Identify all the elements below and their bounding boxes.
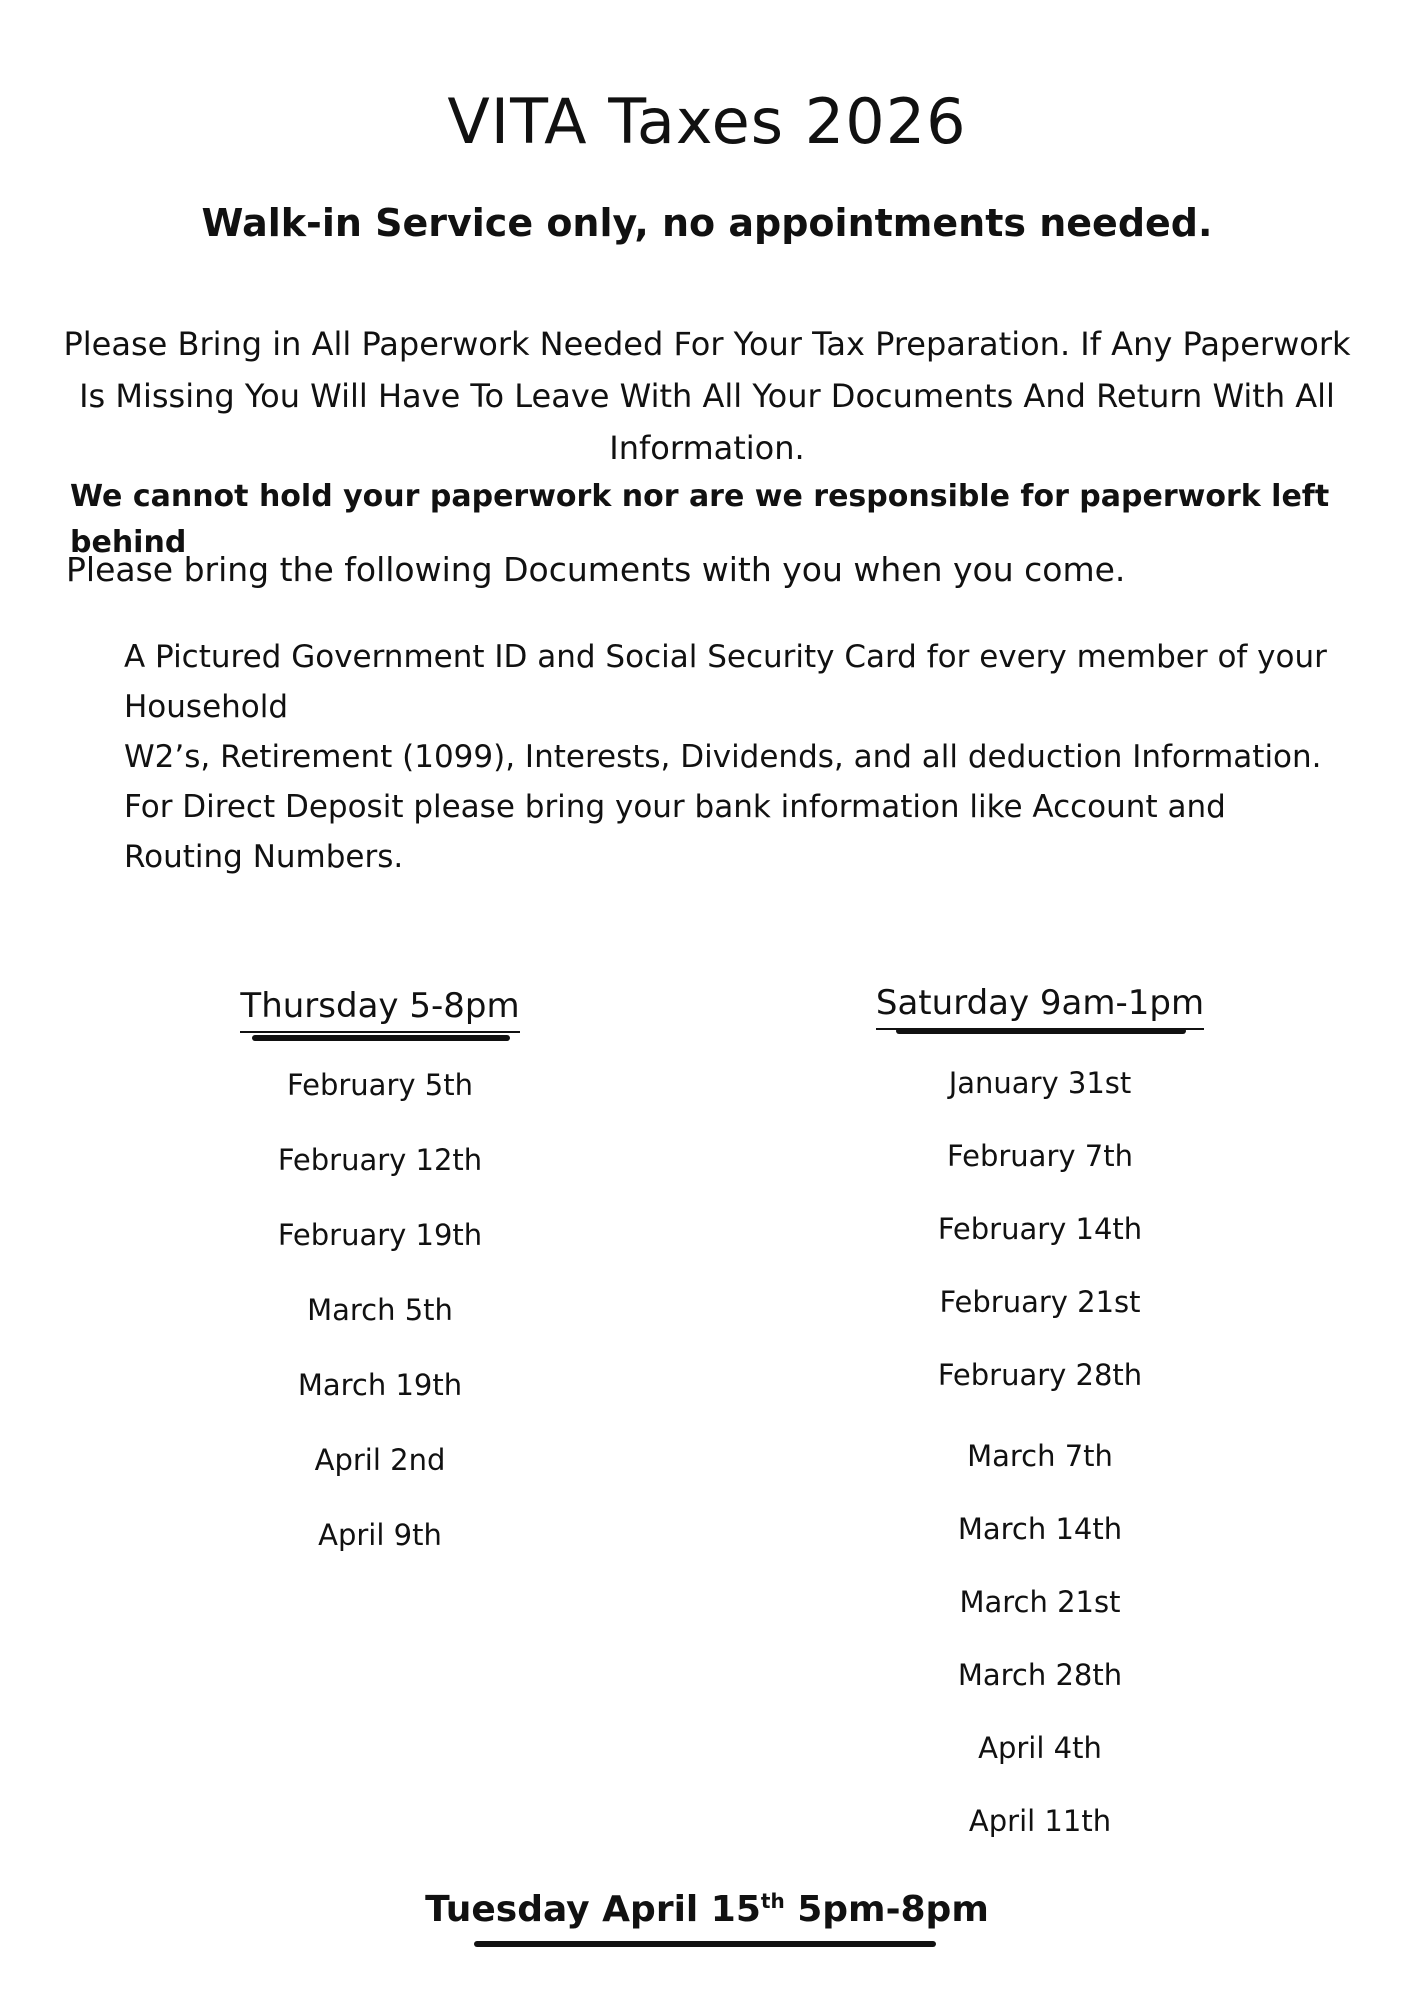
saturday-date-item: February 14th	[937, 1212, 1143, 1246]
documents-list	[124, 632, 1334, 882]
page-subtitle: Walk-in Service only, no appointments needed.	[201, 201, 1213, 245]
tuesday-underline	[474, 1941, 936, 1947]
saturday-heading	[870, 980, 1210, 1030]
warning-notice: We cannot hold your paperwork nor are we responsible for paperwork left behind	[70, 479, 1330, 560]
document-item: A Pictured Government ID and Social Security Card for every member of your Household	[124, 639, 1327, 725]
tuesday-suffix: 5pm-8pm	[784, 1889, 989, 1930]
saturday-date-item: February 7th	[947, 1139, 1133, 1173]
thursday-date-item: April 2nd	[314, 1443, 446, 1477]
saturday-date-item: March 7th	[967, 1439, 1113, 1473]
thursday-underline	[252, 1035, 510, 1041]
intro-paragraph: Please Bring in All Paperwork Needed For Your Tax Preparation. If Any Paperwork Is Missing You Will Have To Leave With All Your Documents And Return With All Information.	[63, 325, 1351, 467]
saturday-date-item: March 28th	[957, 1658, 1123, 1692]
document-item: For Direct Deposit please bring your bank information like Account and Routing Numbers.	[124, 789, 1226, 875]
tuesday-prefix: Tuesday April 15	[425, 1889, 761, 1930]
saturday-date-item: January 31st	[948, 1066, 1132, 1100]
saturday-date-item: February 21st	[939, 1285, 1141, 1319]
thursday-date-item: March 19th	[297, 1368, 463, 1402]
thursday-date-item: February 19th	[277, 1218, 483, 1252]
saturday-date-item: March 14th	[957, 1512, 1123, 1546]
thursday-heading	[230, 983, 530, 1033]
thursday-date-item: February 5th	[287, 1068, 473, 1102]
thursday-heading-text: Thursday 5-8pm	[240, 983, 519, 1033]
thursday-dates-list	[230, 1065, 530, 1585]
saturday-dates-list	[870, 1063, 1210, 1863]
saturday-date-item: April 11th	[968, 1804, 1112, 1838]
tuesday-session	[0, 1885, 1414, 1935]
page-title: VITA Taxes 2026	[447, 85, 967, 158]
thursday-date-item: April 9th	[318, 1518, 442, 1552]
saturday-date-item: April 4th	[978, 1731, 1102, 1765]
saturday-date-item: February 28th	[937, 1358, 1143, 1392]
document-item: W2’s, Retirement (1099), Interests, Dividends, and all deduction Information.	[124, 739, 1322, 775]
saturday-date-item: March 21st	[959, 1585, 1121, 1619]
thursday-date-item: February 12th	[277, 1143, 483, 1177]
saturday-heading-text: Saturday 9am-1pm	[876, 980, 1204, 1030]
saturday-underline	[896, 1028, 1186, 1034]
thursday-date-item: March 5th	[307, 1293, 453, 1327]
bring-heading: Please bring the following Documents with you when you come.	[66, 550, 1126, 589]
tuesday-sup: th	[760, 1889, 785, 1913]
